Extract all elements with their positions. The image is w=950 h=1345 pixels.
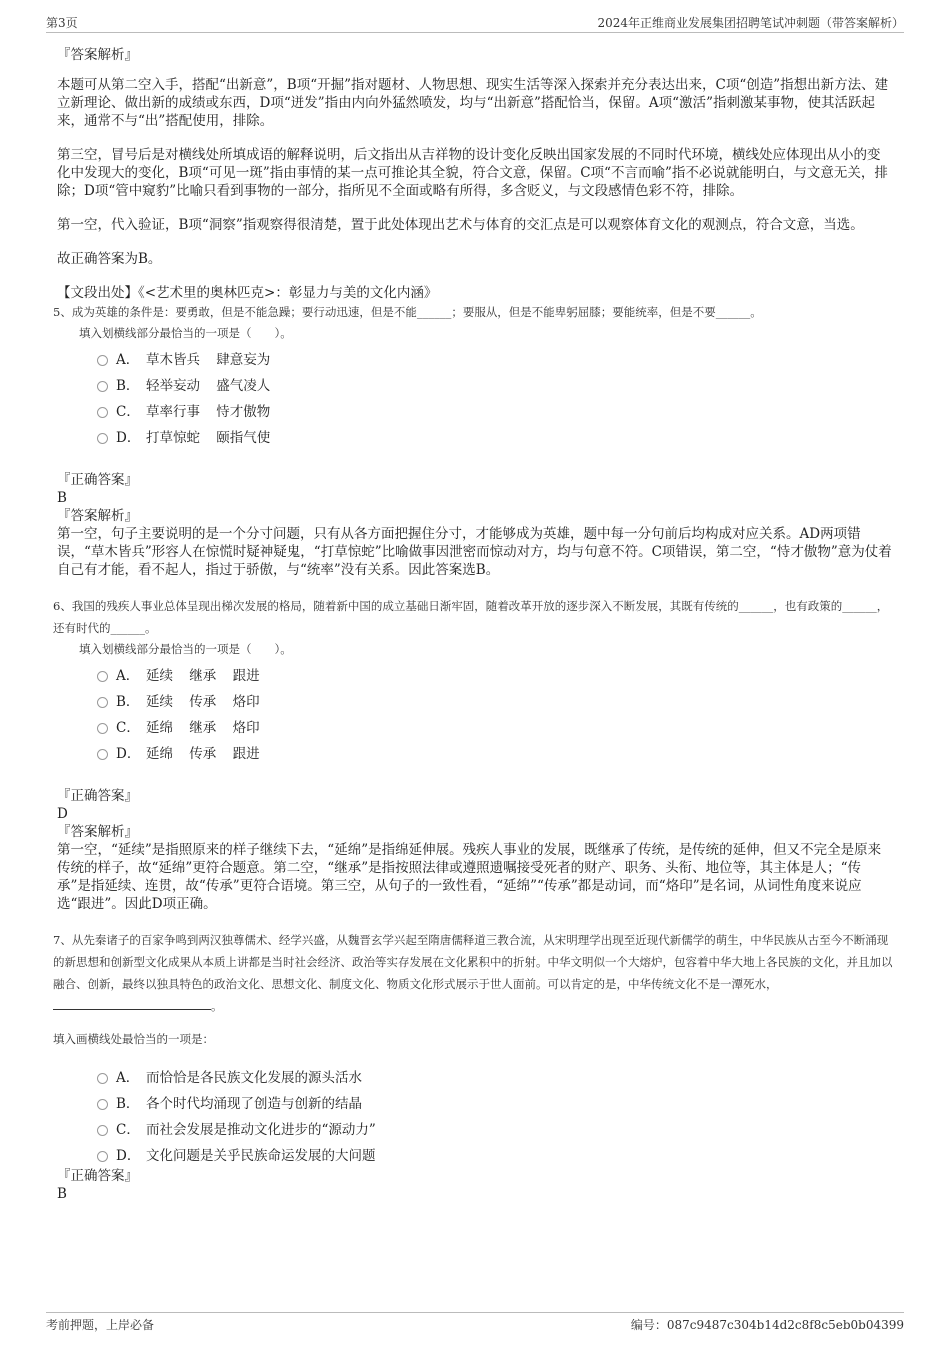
radio-icon[interactable] — [97, 381, 108, 392]
q5-prompt: 填入划横线部分最恰当的一项是（ ）。 — [79, 326, 292, 340]
radio-icon[interactable] — [97, 697, 108, 708]
q5-option-c[interactable]: C． 草率行事 恃才傲物 — [97, 397, 893, 423]
prev-analysis-para-3: 第一空，代入验证，B项“洞察”指观察得很清楚，置于此处体现出艺术与体育的交汇点是可以观察体育文化的观测点，符合文意，当选。 — [57, 217, 864, 233]
q5-option-d[interactable]: D． 打草惊蛇 颐指气使 — [97, 423, 893, 449]
q7-option-c[interactable]: C． 而社会发展是推动文化进步的“源动力” — [97, 1115, 893, 1141]
prev-analysis-para-1: 本题可从第二空入手，搭配“出新意”，B项“开掘”指对题材、人物思想、现实生活等深入探索并充分表达出来，C项“创造”指想出新方法、建立新理论、做出新的成绩或东西，D项“迸发”指由内向外猛然喷发，均与“出新意”搭配恰当，保留。A项“激活”指刺激某事物，使其活跃起来，通常不与“出”搭配使用，排除。 — [57, 77, 889, 129]
prev-analysis-para-2: 第三空，冒号后是对横线处所填成语的解释说明，后文指出从吉祥物的设计变化反映出国家发展的不同时代环境，横线处应体现出从小的变化中发现大的变化，B项“可见一斑”指由事情的某一点可推论其全貌，符合文意，保留。C项“不言而喻”指不必说就能明白，与文意无关，排除；D项“管中窥豹”比喻只看到事物的一部分，指所见不全面或略有所得，多含贬义，与文段感情色彩不符，排除。 — [57, 147, 888, 199]
q6-stem: 6、我国的残疾人事业总体呈现出梯次发展的格局，随着新中国的成立基础日渐牢固，随着改革开放的逐步深入不断发展，其既有传统的______，也有政策的______，还有时代的______。 — [53, 599, 889, 635]
page-content — [53, 46, 893, 1203]
radio-icon[interactable] — [97, 355, 108, 366]
prev-conclusion: 故正确答案为B。 — [57, 251, 162, 267]
radio-icon[interactable] — [97, 1073, 108, 1084]
passage-source: 【文段出处】《<艺术里的奥林匹克>：彰显力与美的文化内涵》 — [57, 285, 438, 301]
q7-answer: B — [57, 1186, 67, 1202]
radio-icon[interactable] — [97, 1151, 108, 1162]
q7-stem: 7、从先秦诸子的百家争鸣到两汉独尊儒术、经学兴盛，从魏晋玄学兴起至隋唐儒释道三教合流，从宋明理学出现至近现代新儒学的萌生，中华民族从古至今不断涌现的新思想和创新型文化成果从本质上讲都是当时社会经济、政治等实存发展在文化累积中的折射。中华文明似一个大熔炉，包容着中华大地上各民族的文化，并且加以融合、创新，最终以独具特色的政治文化、思想文化、制度文化、物质文化形式展示于世人面前。可以肯定的是，中华传统文化不是一潭死水，。 — [53, 933, 893, 1013]
q6-prompt: 填入划横线部分最恰当的一项是（ ）。 — [79, 642, 292, 656]
q6-answer-label: 『正确答案』 — [57, 788, 138, 804]
q6-option-a[interactable]: A． 延续 继承 跟进 — [97, 661, 893, 687]
q5-analysis-label: 『答案解析』 — [57, 508, 138, 524]
q6-option-c[interactable]: C． 延绵 继承 烙印 — [97, 713, 893, 739]
q7-prompt: 填入画横线处最恰当的一项是： — [53, 1032, 214, 1046]
q6-option-b[interactable]: B． 延续 传承 烙印 — [97, 687, 893, 713]
q5-options — [97, 345, 893, 449]
page-header — [46, 12, 904, 33]
q5-option-a[interactable]: A． 草木皆兵 肆意妄为 — [97, 345, 893, 371]
q7-option-d[interactable]: D． 文化问题是关乎民族命运发展的大问题 — [97, 1141, 893, 1167]
radio-icon[interactable] — [97, 1125, 108, 1136]
q7-option-b[interactable]: B． 各个时代均涌现了创造与创新的结晶 — [97, 1089, 893, 1115]
radio-icon[interactable] — [97, 749, 108, 760]
page-footer — [46, 1312, 904, 1335]
q5-stem: 5、成为英雄的条件是：要勇敢，但是不能急躁；要行动迅速，但是不能______；要服从，但是不能卑躬屈膝；要能统率，但是不要______。 — [53, 305, 762, 319]
document-title: 2024年正维商业发展集团招聘笔试冲刺题（带答案解析） — [597, 16, 904, 30]
q7-answer-label: 『正确答案』 — [57, 1168, 138, 1184]
q5-analysis: 第一空，句子主要说明的是一个分寸问题，只有从各方面把握住分寸，才能够成为英雄，题中每一分句前后均构成对应关系。AD两项错误，“草木皆兵”形容人在惊慌时疑神疑鬼，“打草惊蛇”比喻做事因泄密而惊动对方，均与句意不符。C项错误，第二空，“恃才傲物”意为仗着自己有才能，看不起人，指过于骄傲，与“统率”没有关系。因此答案选B。 — [57, 526, 892, 578]
q7-options — [97, 1063, 893, 1167]
radio-icon[interactable] — [97, 1099, 108, 1110]
prev-analysis-label: 『答案解析』 — [57, 47, 138, 63]
q5-answer-label: 『正确答案』 — [57, 472, 138, 488]
q6-option-d[interactable]: D． 延绵 传承 跟进 — [97, 739, 893, 765]
answer-blank — [53, 997, 211, 1010]
q6-analysis-label: 『答案解析』 — [57, 824, 138, 840]
radio-icon[interactable] — [97, 433, 108, 444]
radio-icon[interactable] — [97, 723, 108, 734]
q5-answer: B — [57, 490, 67, 506]
q6-options — [97, 661, 893, 765]
q5-option-b[interactable]: B． 轻举妄动 盛气凌人 — [97, 371, 893, 397]
radio-icon[interactable] — [97, 671, 108, 682]
radio-icon[interactable] — [97, 407, 108, 418]
q6-analysis: 第一空，“延续”是指照原来的样子继续下去，“延绵”是指绵延伸展。残疾人事业的发展，既继承了传统，是传统的延伸，但又不完全是原来传统的样子，故“延绵”更符合题意。第二空，“继承”是指按照法律或遵照遗嘱接受死者的财产、职务、头衔、地位等，其主体是人；“传承”是指延续、连贯，故“传承”更符合语境。第三空，从句子的一致性看，“延绵”“传承”都是动词，而“烙印”是名词，从词性角度来说应选“跟进”。因此D项正确。 — [57, 842, 882, 912]
q6-answer: D — [57, 806, 68, 822]
q7-option-a[interactable]: A． 而恰恰是各民族文化发展的源头活水 — [97, 1063, 893, 1089]
document-code: 编号：087c9487c304b14d2c8f8c5eb0b04399 — [630, 1318, 904, 1332]
page-number: 第3页 — [46, 16, 78, 30]
footer-slogan: 考前押题，上岸必备 — [46, 1318, 155, 1332]
